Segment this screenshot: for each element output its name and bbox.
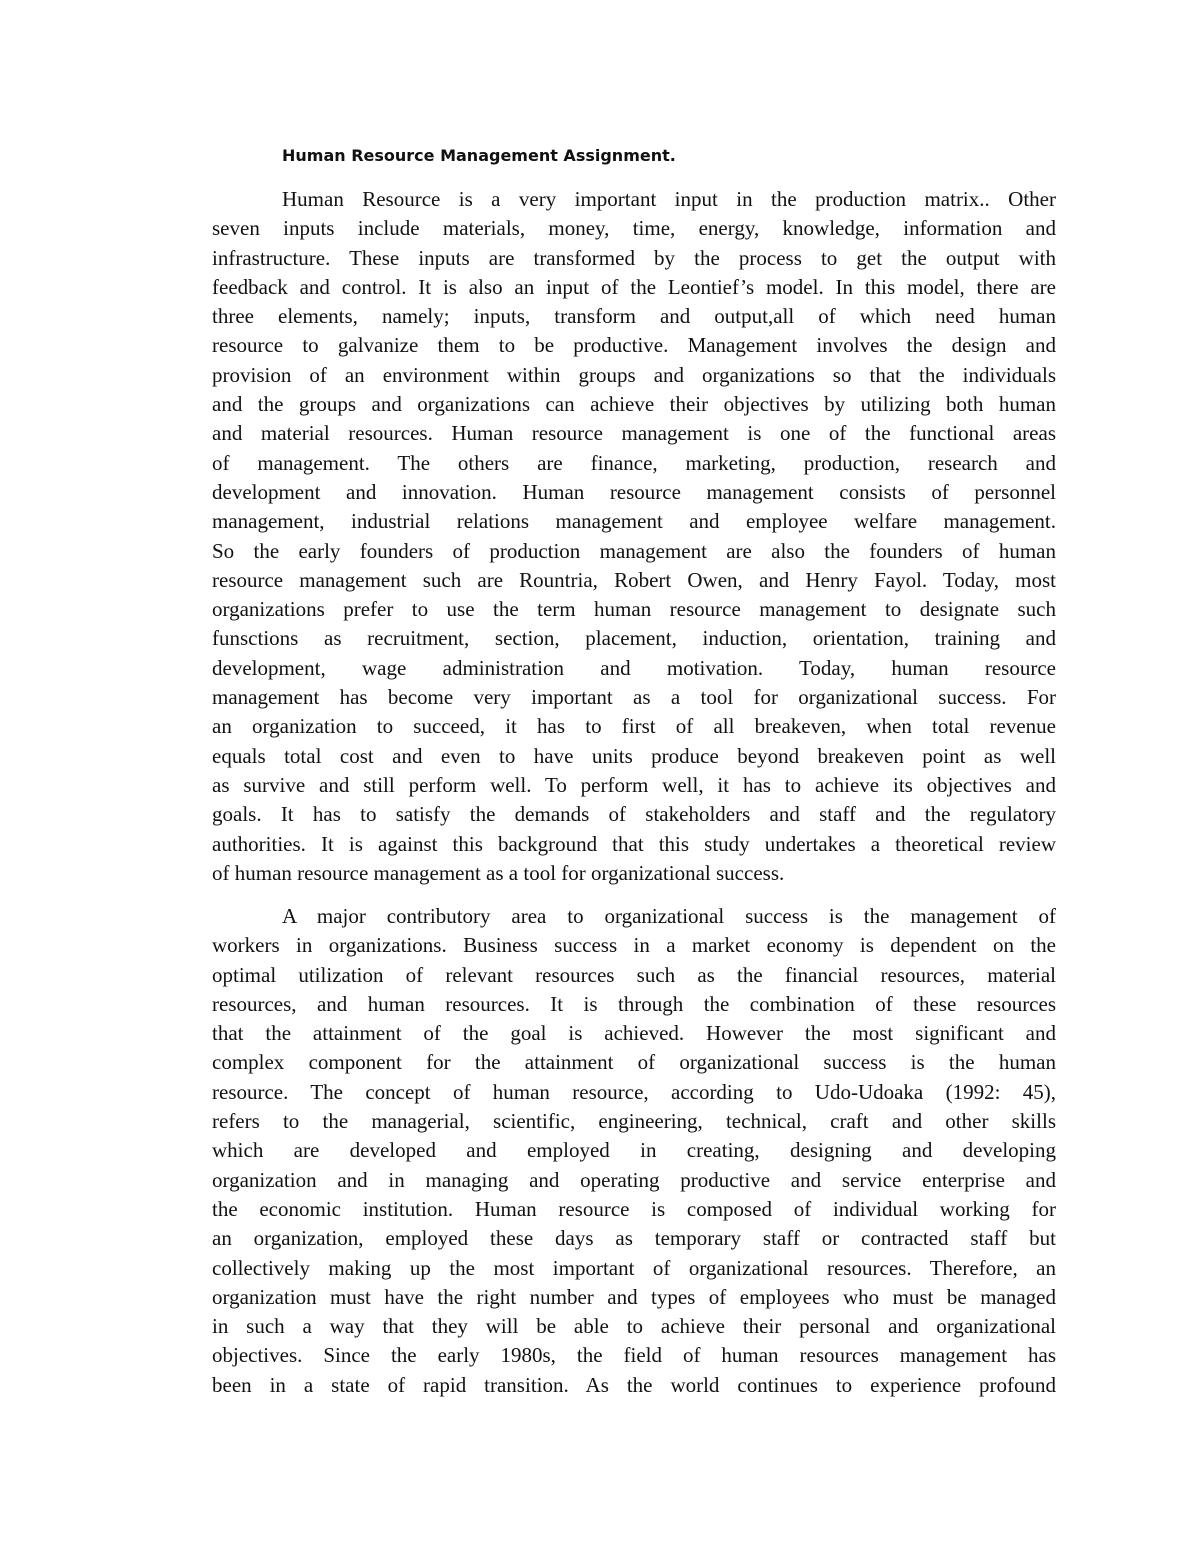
text-line: and material resources. Human resource management is one of the functional areas <box>212 421 1056 446</box>
text-line: goals. It has to satisfy the demands of stakeholders and staff and the regulatory <box>212 802 1056 827</box>
text-line: organization and in managing and operating productive and service enterprise and <box>212 1167 1056 1192</box>
text-line: an organization, employed these days as temporary staff or contracted staff but <box>212 1226 1056 1251</box>
text-line: three elements, namely; inputs, transform and output,all of which need human <box>212 304 1056 329</box>
text-line: organizations prefer to use the term human resource management to designate such <box>212 597 1056 622</box>
text-line: feedback and control. It is also an input of the Leontief’s model. In this model, there are <box>212 274 1056 299</box>
text-line: refers to the managerial, scientific, engineering, technical, craft and other skills <box>212 1109 1056 1134</box>
text-line: resources, and human resources. It is through the combination of these resources <box>212 991 1056 1016</box>
text-line: which are developed and employed in creating, designing and developing <box>212 1138 1056 1163</box>
text-line: and the groups and organizations can achieve their objectives by utilizing both human <box>212 392 1056 417</box>
text-line: So the early founders of production management are also the founders of human <box>212 538 1056 563</box>
text-line: complex component for the attainment of organizational success is the human <box>212 1050 1056 1075</box>
text-line: objectives. Since the early 1980s, the field of human resources management has <box>212 1343 1056 1368</box>
text-line: been in a state of rapid transition. As the world continues to experience profound <box>212 1372 1056 1397</box>
text-line: that the attainment of the goal is achieved. However the most significant and <box>212 1021 1056 1046</box>
text-line: authorities. It is against this background that this study undertakes a theoretical review <box>212 831 1056 856</box>
text-line: collectively making up the most important of organizational resources. Therefore, an <box>212 1255 1056 1280</box>
text-line: optimal utilization of relevant resources such as the financial resources, material <box>212 962 1056 987</box>
paragraph-1 <box>212 185 1056 888</box>
text-line: of human resource management as a tool for organizational success. <box>212 860 785 885</box>
text-line: development and innovation. Human resource management consists of personnel <box>212 479 1056 504</box>
text-line: development, wage administration and motivation. Today, human resource <box>212 655 1056 680</box>
text-line: equals total cost and even to have units produce beyond breakeven point as well <box>212 743 1056 768</box>
paragraph-2 <box>212 902 1056 1400</box>
text-line: workers in organizations. Business success in a market economy is dependent on the <box>212 933 1056 958</box>
text-line: A major contributory area to organizational success is the management of <box>282 904 1056 928</box>
text-line: funsctions as recruitment, section, placement, induction, orientation, training and <box>212 626 1056 651</box>
text-line: management has become very important as a tool for organizational success. For <box>212 685 1056 710</box>
text-line: organization must have the right number and types of employees who must be managed <box>212 1284 1056 1309</box>
text-line: the economic institution. Human resource is composed of individual working for <box>212 1196 1056 1221</box>
text-line: infrastructure. These inputs are transformed by the process to get the output with <box>212 245 1056 270</box>
text-line: Human Resource is a very important input in the production matrix.. Other <box>282 187 1056 211</box>
text-line: management, industrial relations management and employee welfare management. <box>212 509 1056 534</box>
text-line: provision of an environment within groups and organizations so that the individuals <box>212 362 1056 387</box>
text-line: resource to galvanize them to be productive. Management involves the design and <box>212 333 1056 358</box>
text-line: seven inputs include materials, money, time, energy, knowledge, information and <box>212 216 1056 241</box>
document-title: Human Resource Management Assignment. <box>282 146 676 165</box>
text-line: an organization to succeed, it has to first of all breakeven, when total revenue <box>212 714 1056 739</box>
text-line: resource management such are Rountria, Robert Owen, and Henry Fayol. Today, most <box>212 567 1056 592</box>
text-line: resource. The concept of human resource, according to Udo-Udoaka (1992: 45), <box>212 1079 1056 1104</box>
text-line: in such a way that they will be able to achieve their personal and organizational <box>212 1314 1056 1339</box>
text-line: of management. The others are finance, marketing, production, research and <box>212 450 1056 475</box>
text-line: as survive and still perform well. To perform well, it has to achieve its objectives and <box>212 772 1056 797</box>
